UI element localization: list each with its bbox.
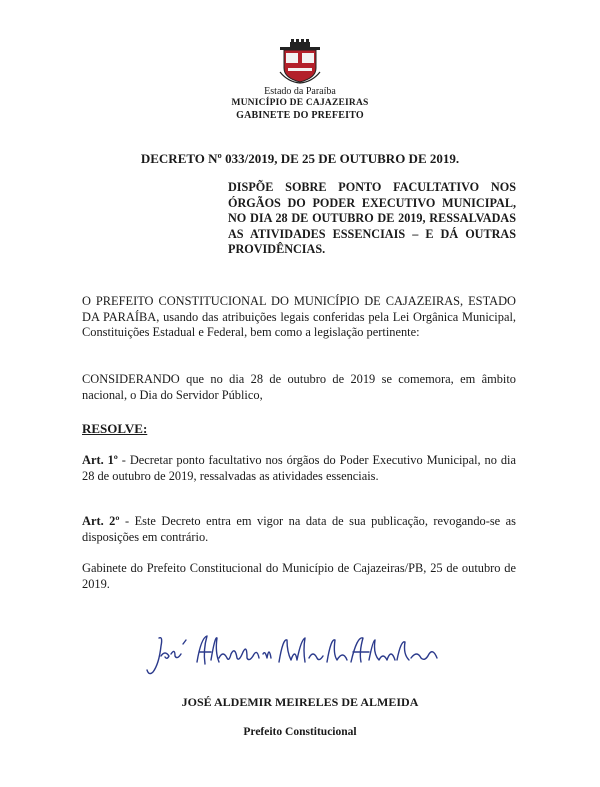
header-state: Estado da Paraíba — [264, 86, 336, 97]
closing-paragraph: Gabinete do Prefeito Constitucional do Município de Cajazeiras/PB, 25 de outubro de 2019. — [82, 561, 516, 591]
handwritten-signature — [145, 630, 445, 678]
preamble-paragraph: O PREFEITO CONSTITUCIONAL DO MUNICÍPIO DE CAJAZEIRAS, ESTADO DA PARAÍBA, usando das atribuições legais conferidas pela Lei Orgânica Municipal, Constituições Estadual e Federal, bem como a legislação pertinente: — [82, 294, 516, 340]
article-2-text: - Este Decreto entra em vigor na data de sua publicação, revogando-se as disposições em contrário. — [82, 514, 516, 544]
considerando-paragraph: CONSIDERANDO que no dia 28 de outubro de 2019 se comemora, em âmbito nacional, o Dia do Servidor Público, — [82, 372, 516, 402]
article-2-label: Art. 2º — [82, 514, 120, 528]
signer-role: Prefeito Constitucional — [243, 726, 357, 738]
article-2 — [82, 514, 516, 545]
article-1-text: - Decretar ponto facultativo nos órgãos do Poder Executivo Municipal, no dia 28 de outubro de 2019, ressalvadas as atividades essenciais. — [82, 453, 516, 483]
header-municipality: MUNICÍPIO DE CAJAZEIRAS — [231, 98, 369, 108]
decree-title: DECRETO Nº 033/2019, DE 25 DE OUTUBRO DE 2019. — [140, 151, 460, 166]
article-1 — [82, 453, 516, 484]
resolve-heading: RESOLVE: — [82, 421, 148, 436]
signer-name: JOSÉ ALDEMIR MEIRELES DE ALMEIDA — [181, 695, 419, 709]
municipal-coat-of-arms-icon — [278, 38, 322, 84]
article-1-label: Art. 1º — [82, 453, 118, 467]
header-office: GABINETE DO PREFEITO — [236, 110, 364, 121]
decree-ementa: DISPÕE SOBRE PONTO FACULTATIVO NOS ÓRGÃOS DO PODER EXECUTIVO MUNICIPAL, NO DIA 28 DE OUTUBRO DE 2019, RESSALVADAS AS ATIVIDADES ESSENCIAIS – E DÁ OUTRAS PROVIDÊNCIAS. — [228, 180, 516, 257]
